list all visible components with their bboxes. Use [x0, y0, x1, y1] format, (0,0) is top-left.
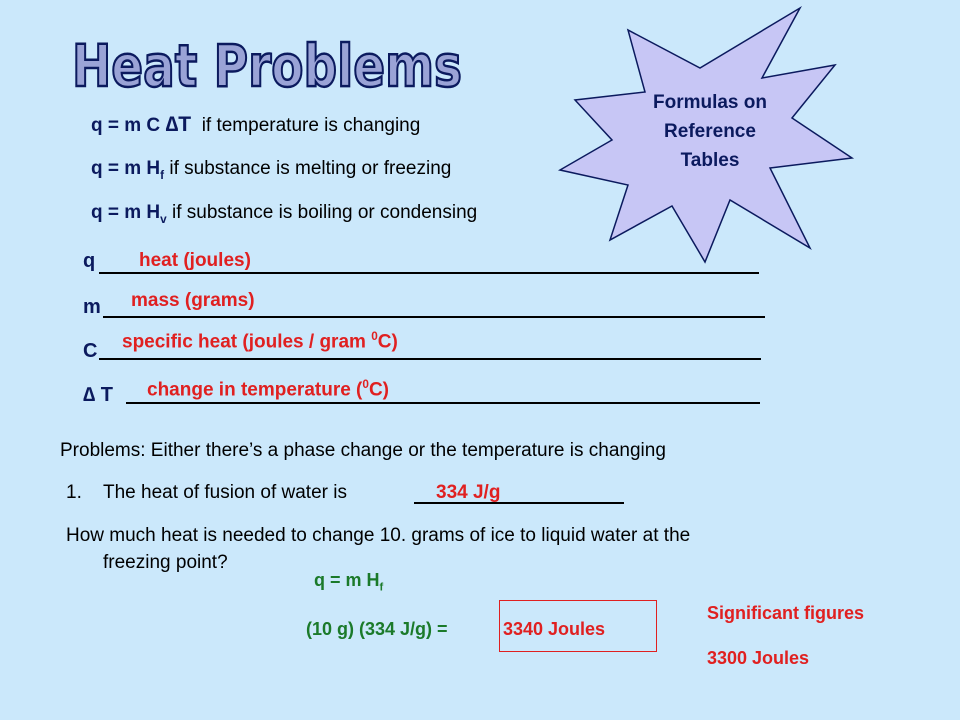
variable-q-label: q	[83, 250, 96, 272]
variable-delta-t-blank	[126, 402, 760, 404]
formula-boiling-description: if substance is boiling or condensing	[171, 202, 478, 223]
problem-1-number: 1.	[66, 482, 82, 503]
sig-figs-value: 3300 Joules	[707, 648, 810, 668]
formula-boiling-equation: q = m H	[91, 202, 161, 223]
problems-intro: Problems: Either there’s a phase change or the temperature is changing	[60, 440, 666, 461]
variable-delta-t-answer-text: change in temperature (	[147, 379, 363, 401]
problem-1-answer: 334 J/g	[436, 482, 501, 503]
formula-temperature-equation: q = m C	[91, 115, 161, 136]
variable-c-label: C	[83, 340, 98, 362]
degree-superscript: 0	[362, 378, 369, 391]
sig-figs-label: Significant figures	[707, 603, 865, 623]
formula-melting	[91, 158, 451, 182]
question-line-2: freezing point?	[103, 552, 228, 573]
problem-1-text: The heat of fusion of water is	[103, 482, 347, 503]
starburst-line-1: Formulas on	[652, 92, 767, 113]
variable-c-answer-text: specific heat (joules / gram	[122, 331, 372, 353]
variable-c-answer	[122, 330, 398, 353]
work-calculation: (10 g) (334 J/g) =	[306, 619, 448, 639]
formula-melting-description: if substance is melting or freezing	[169, 158, 452, 179]
variable-c-blank	[99, 358, 761, 360]
formula-temperature-description: if temperature is changing	[201, 115, 421, 136]
delta-t-symbol: ∆T	[165, 113, 192, 136]
work-equation	[314, 570, 383, 594]
formula-boiling-subscript: v	[160, 212, 167, 226]
work-equation-text: q = m H	[314, 570, 380, 590]
variable-m-answer: mass (grams)	[131, 290, 255, 311]
variable-q-blank	[99, 272, 759, 274]
formula-melting-equation: q = m H	[91, 158, 161, 179]
starburst-line-3: Tables	[680, 150, 740, 171]
work-result: 3340 Joules	[503, 619, 606, 639]
formula-temperature	[91, 113, 420, 137]
variable-delta-t-answer-unit: C)	[368, 379, 389, 401]
variable-m-label: m	[83, 296, 101, 318]
variable-c-answer-unit: C)	[377, 331, 398, 353]
variable-q-answer: heat (joules)	[139, 250, 251, 271]
variable-m-blank	[103, 316, 765, 318]
variable-delta-t-answer	[147, 378, 389, 401]
page-title	[60, 22, 480, 102]
starburst-text	[630, 88, 790, 175]
degree-superscript: 0	[371, 330, 378, 343]
formula-boiling	[91, 202, 477, 226]
variable-delta-t-label: ∆ T	[83, 384, 114, 406]
formula-melting-subscript: f	[160, 168, 165, 182]
work-equation-subscript: f	[379, 581, 384, 594]
starburst-line-2: Reference	[664, 121, 756, 142]
question-line-1: How much heat is needed to change 10. grams of ice to liquid water at the	[66, 525, 691, 546]
page-title-text: Heat Problems	[72, 32, 462, 100]
